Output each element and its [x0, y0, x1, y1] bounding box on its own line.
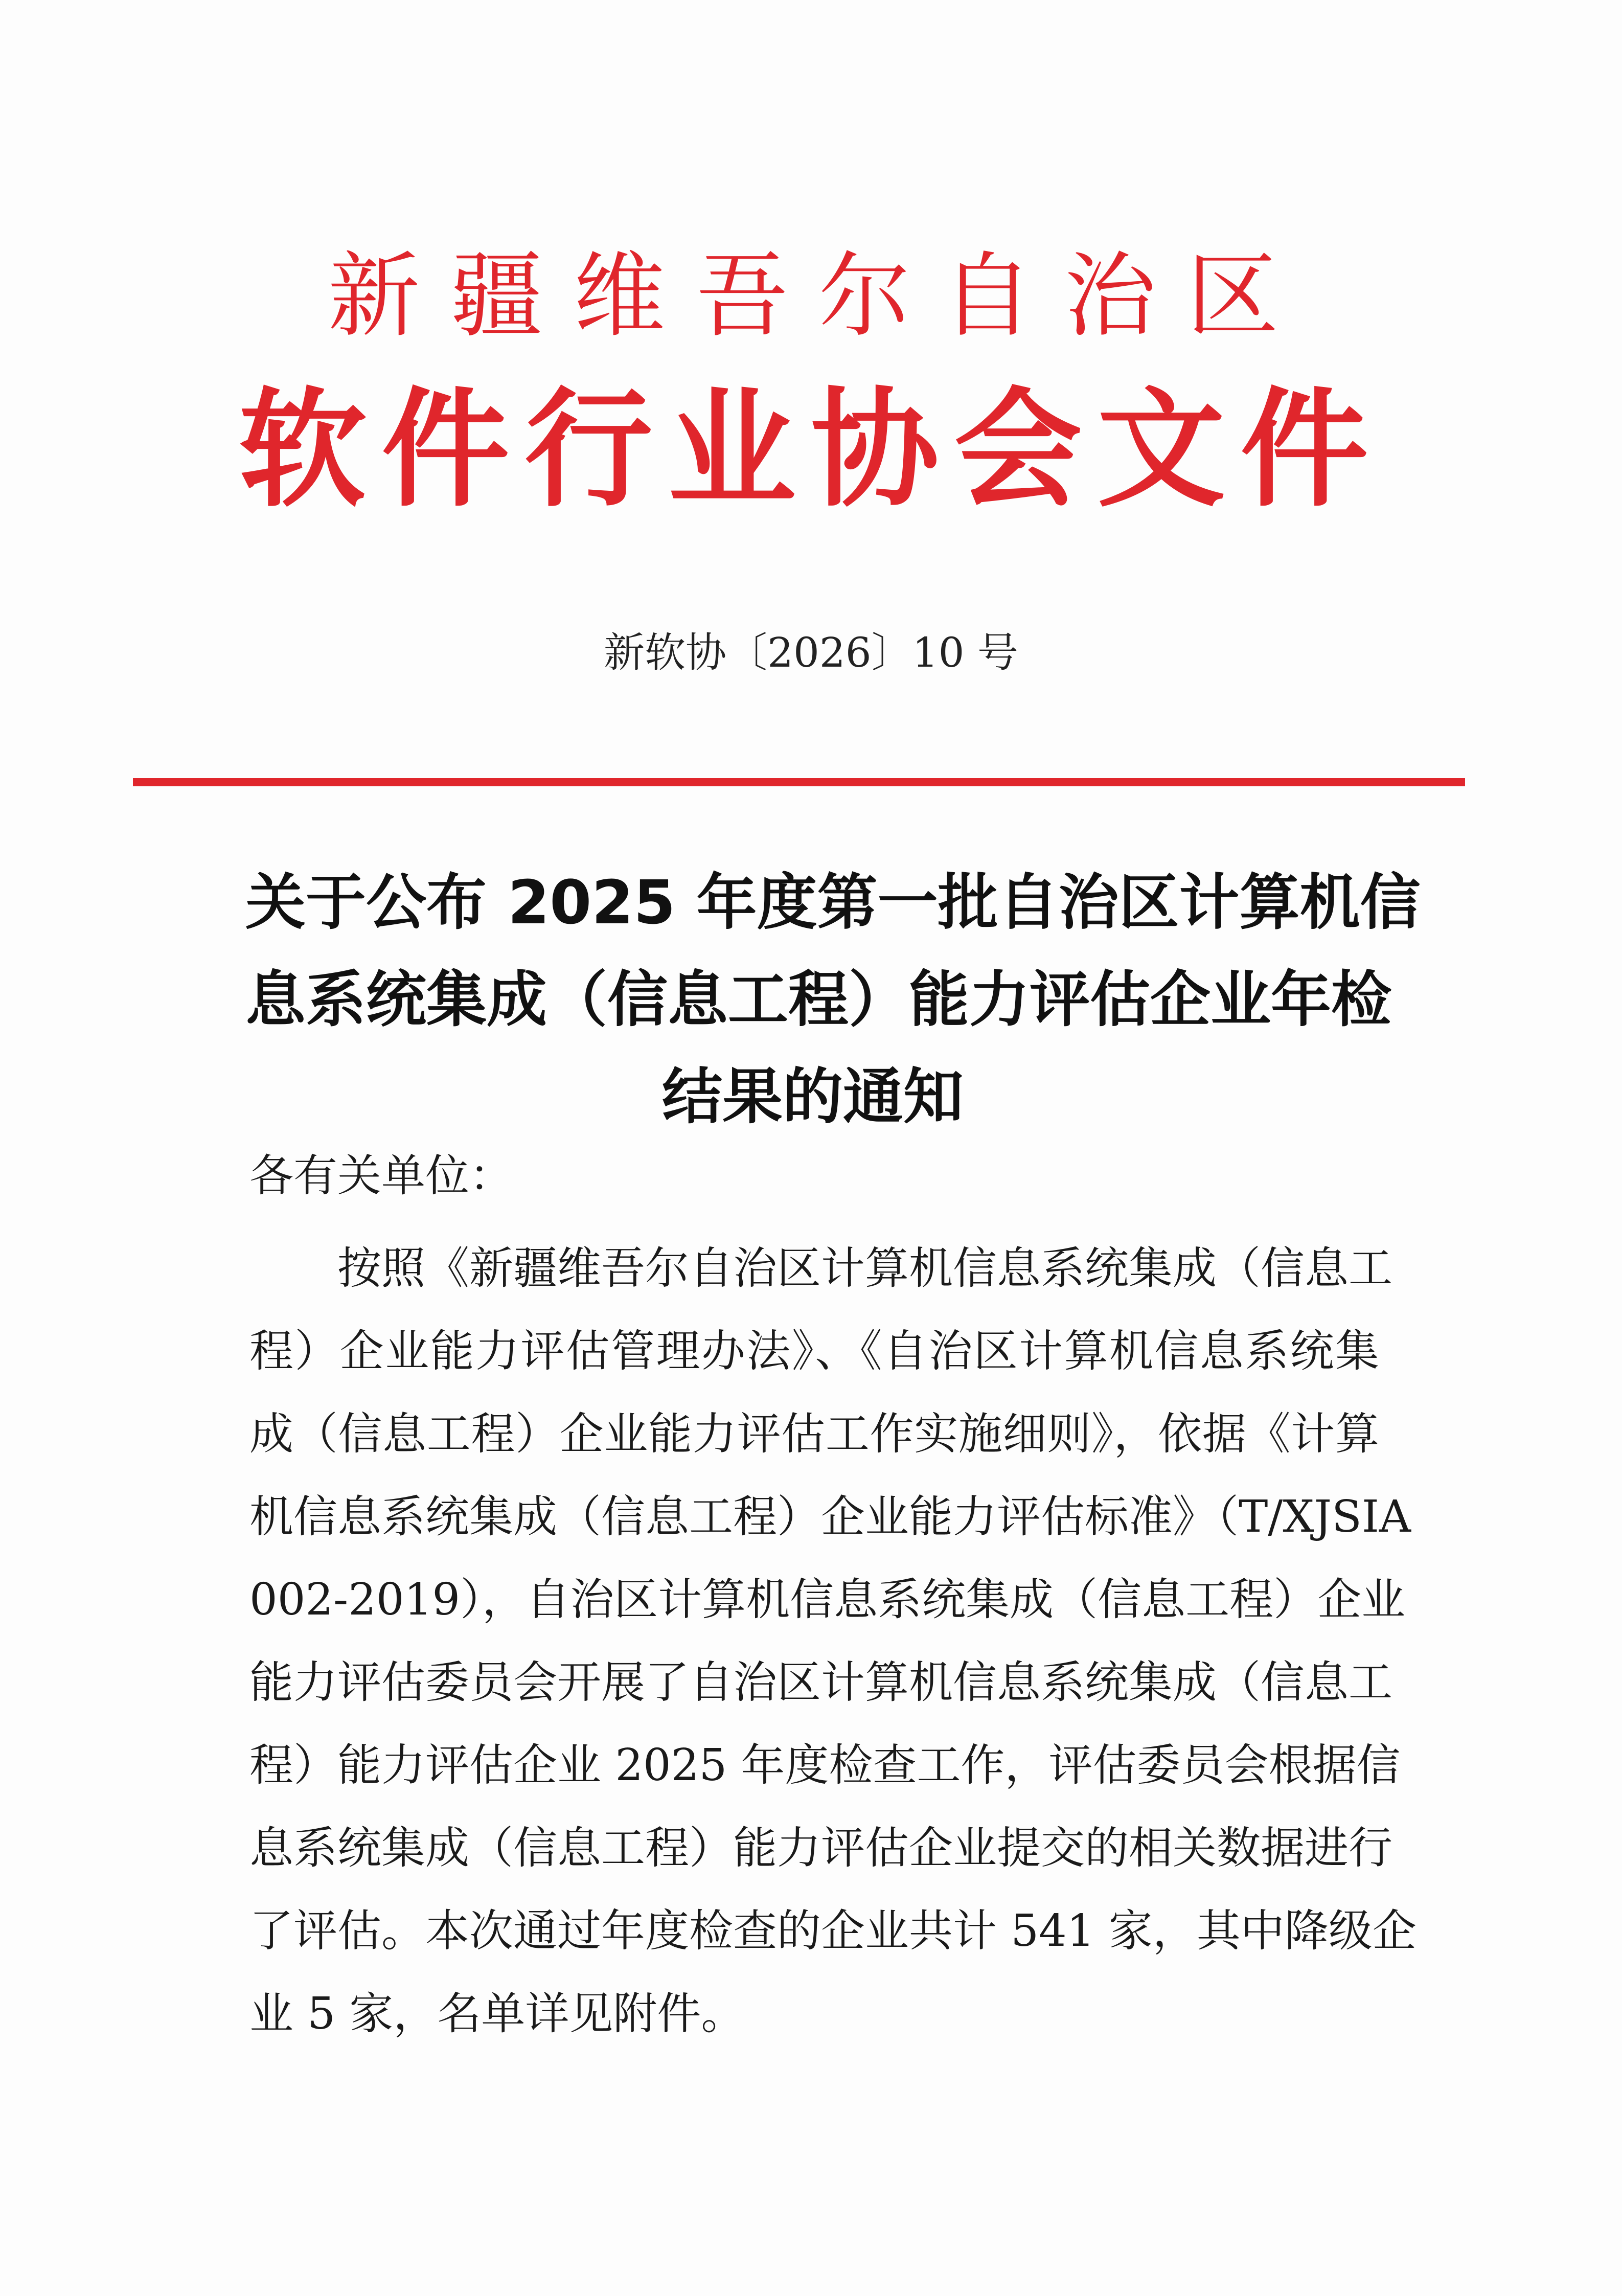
body-line: 程）能力评估企业 2025 年度检查工作，评估委员会根据信: [249, 1740, 1401, 1791]
document-number: 新软协〔2026〕10 号: [604, 629, 1018, 676]
title-line: 结果的通知: [661, 1061, 964, 1132]
body-line: 能力评估委员会开展了自治区计算机信息系统集成（信息工: [249, 1657, 1392, 1708]
body-line: 业 5 家，名单详见附件。: [249, 1988, 745, 2039]
salutation: 各有关单位：: [249, 1150, 513, 1201]
document-type-heading: 软件行业协会文件: [238, 375, 1384, 524]
title-line: 息系统集成（信息工程）能力评估企业年检: [245, 964, 1392, 1035]
title-line: 关于公布 2025 年度第一批自治区计算机信: [245, 867, 1421, 938]
body-line: 息系统集成（信息工程）能力评估企业提交的相关数据进行: [249, 1823, 1392, 1874]
body-line: 002-2019），自治区计算机信息系统集成（信息工程）企业: [249, 1574, 1406, 1625]
notice-title: [245, 854, 1421, 1145]
red-divider-line: [133, 778, 1465, 786]
body-line: 程）企业能力评估管理办法》、《自治区计算机信息系统集: [249, 1326, 1379, 1377]
body-line: 按照《新疆维吾尔自治区计算机信息系统集成（信息工: [337, 1243, 1392, 1294]
body-line: 了评估。本次通过年度检查的企业共计 541 家，其中降级企: [249, 1905, 1417, 1957]
body-paragraph: [249, 1227, 1417, 2055]
issuer-name-line: 新疆维吾尔自治区: [328, 243, 1310, 350]
body-line: 机信息系统集成（信息工程）企业能力评估标准》（T/XJSIA: [249, 1491, 1411, 1542]
body-line: 成（信息工程）企业能力评估工作实施细则》，依据《计算: [249, 1408, 1379, 1460]
